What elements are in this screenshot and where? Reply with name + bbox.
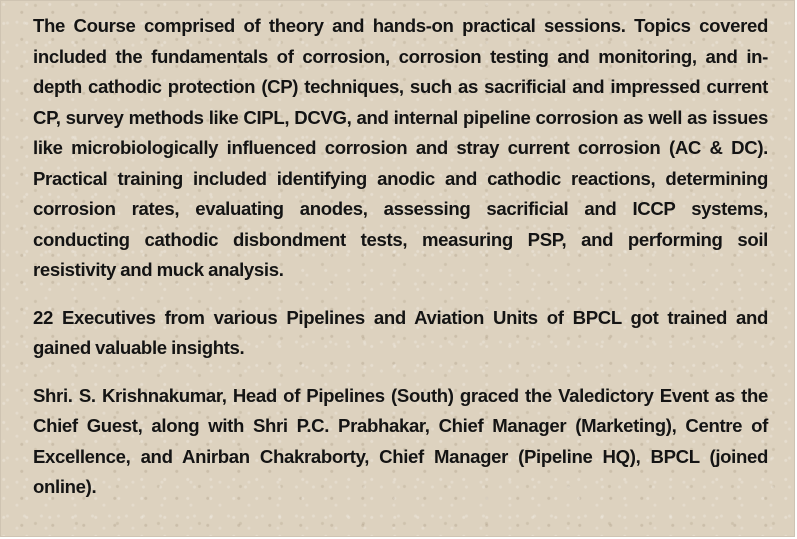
participants-paragraph: 22 Executives from various Pipelines and Aviation Units of BPCL got trained and gained valuable insights. [33, 306, 768, 358]
valedictory-paragraph: Shri. S. Krishnakumar, Head of Pipelines (South) graced the Valedictory Event as the Chief Guest, along with Shri P.C. Prabhakar, Chief Manager (Marketing), Centre of Excellence, and Anirban Chakraborty, Chief Manager (Pipeline HQ), BPCL (joined online). [33, 384, 768, 497]
course-description-paragraph: The Course comprised of theory and hands-on practical sessions. Topics covered included the fundamentals of corrosion, corrosion testing and monitoring, and in-depth cathodic protection (CP) techniques, such as sacrificial and impressed current CP, survey methods like CIPL, DCVG, and internal pipeline corrosion as well as issues like microbiologically influenced corrosion and stray current corrosion (AC & DC). Practical training included identifying anodic and cathodic reactions, determining corrosion rates, evaluating anodes, assessing sacrificial and ICCP systems, conducting cathodic disbondment tests, measuring PSP, and performing soil resistivity and muck analysis. [33, 15, 768, 280]
article-body [33, 11, 768, 503]
